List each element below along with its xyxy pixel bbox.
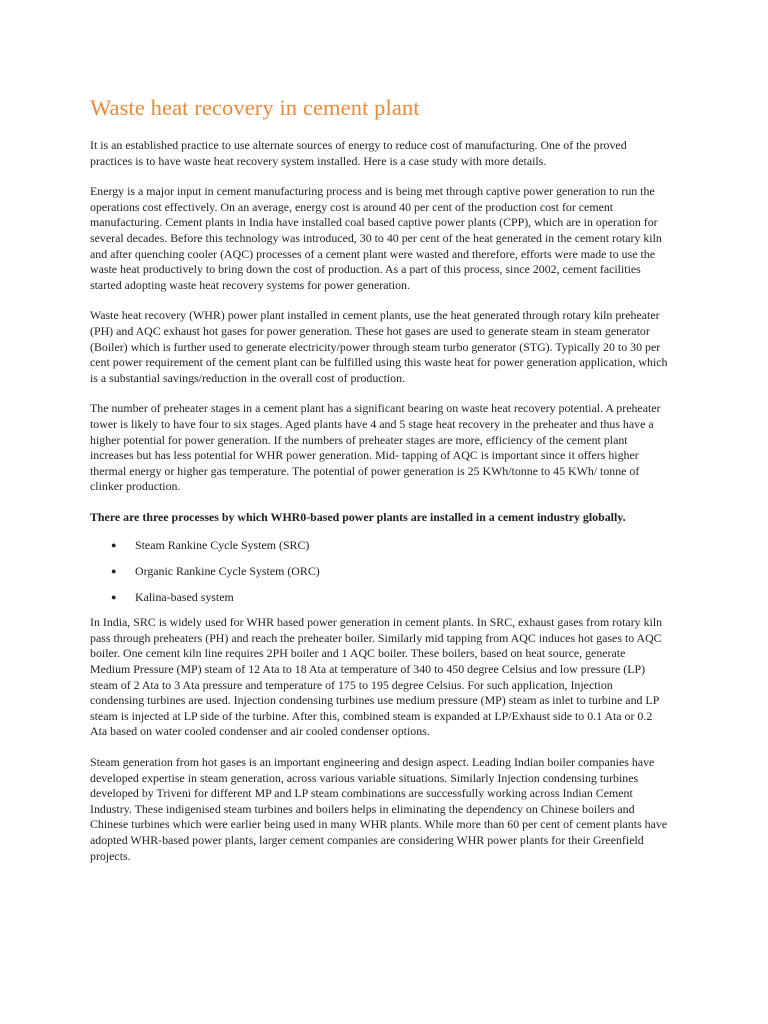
process-list [90, 538, 668, 605]
list-item-label: Organic Rankine Cycle System (ORC) [135, 564, 320, 579]
paragraph-whr-power-plant: Waste heat recovery (WHR) power plant installed in cement plants, use the heat generated through rotary kiln preheater (PH) and AQC exhaust hot gases for power generation. These hot gases are used to generate steam in steam generator (Boiler) which is further used to generate electricity/power through steam turbo generator (STG). Typically 20 to 30 per cent power requirement of the cement plant can be fulfilled using this waste heat for power generation application, which is a substantial savings/reduction in the overall cost of production. [90, 308, 668, 385]
paragraph-intro: It is an established practice to use alternate sources of energy to reduce cost of manufacturing. One of the proved practices is to have waste heat recovery system installed. Here is a case study with more details. [90, 138, 627, 168]
list-item [111, 538, 668, 554]
paragraph-preheater-stages: The number of preheater stages in a cement plant has a significant bearing on waste heat recovery potential. A preheater tower is likely to have four to six stages. Aged plants have 4 and 5 stage heat recovery in the preheater and thus have a higher potential for power generation. If the numbers of preheater stages are more, efficiency of the cement plant increases but has less potential for WHR power generation. Mid- tapping of AQC is important since it offers higher thermal energy or higher gas temperature. The potential of power generation is 25 KWh/tonne to 45 KWh/ tonne of clinker production. [90, 401, 661, 494]
list-item [111, 564, 668, 580]
paragraph-steam-generation: Steam generation from hot gases is an important engineering and design aspect. Leading Indian boiler companies have developed expertise in steam generation, across various variable situations. Similarly Injection condensing turbines developed by Triveni for different MP and LP steam combinations are successfully working across Indian Cement Industry. These indigenised steam turbines and boilers helps in eliminating the dependency on Chinese boilers and Chinese turbines which were earlier being used in many WHR plants. While more than 60 per cent of cement plants have adopted WHR-based power plants, larger cement companies are considering WHR power plants for their Greenfield projects. [90, 755, 668, 863]
paragraph-energy-input: Energy is a major input in cement manufacturing process and is being met through captive power generation to run the operations cost effectively. On an average, energy cost is around 40 per cent of the production cost for cement manufacturing. Cement plants in India have installed coal based captive power plants (CPP), which are in operation for several decades. Before this technology was introduced, 30 to 40 per cent of the heat generated in the cement rotary kiln and after quenching cooler (AQC) processes of a cement plant were wasted and therefore, efforts were made to use the waste heat productively to bring down the cost of production. As a part of this process, since 2002, cement facilities started adopting waste heat recovery systems for power generation. [90, 184, 662, 292]
bullet-icon: ● [111, 540, 117, 551]
paragraph-src-india: In India, SRC is widely used for WHR based power generation in cement plants. In SRC, exhaust gases from rotary kiln pass through preheaters (PH) and reach the preheater boiler. Similarly mid tapping from AQC induces hot gases to AQC boiler. One cement kiln line requires 2PH boiler and 1 AQC boiler. These boilers, based on heat source, generate Medium Pressure (MP) steam of 12 Ata to 18 Ata at temperature of 340 to 450 degree Celsius and low pressure (LP) steam of 2 Ata to 3 Ata pressure and temperature of 175 to 195 degree Celsius. For such application, Injection condensing turbines are used. Injection condensing turbines use medium pressure (MP) steam as inlet to turbine and LP steam is injected at LP side of the turbine. After this, combined steam is expanded at LP/Exhaust side to 0.1 Ata or 0.2 Ata based on water cooled condenser and air cooled condenser options. [90, 615, 663, 739]
bullet-icon: ● [111, 591, 117, 602]
list-item-label: Steam Rankine Cycle System (SRC) [135, 538, 310, 553]
document-title: Waste heat recovery in cement plant [90, 95, 420, 120]
bullet-icon: ● [111, 566, 117, 577]
list-item-label: Kalina-based system [135, 589, 234, 604]
list-item [111, 590, 668, 606]
paragraph-three-processes: There are three processes by which WHR0-based power plants are installed in a cement industry globally. [90, 509, 626, 524]
